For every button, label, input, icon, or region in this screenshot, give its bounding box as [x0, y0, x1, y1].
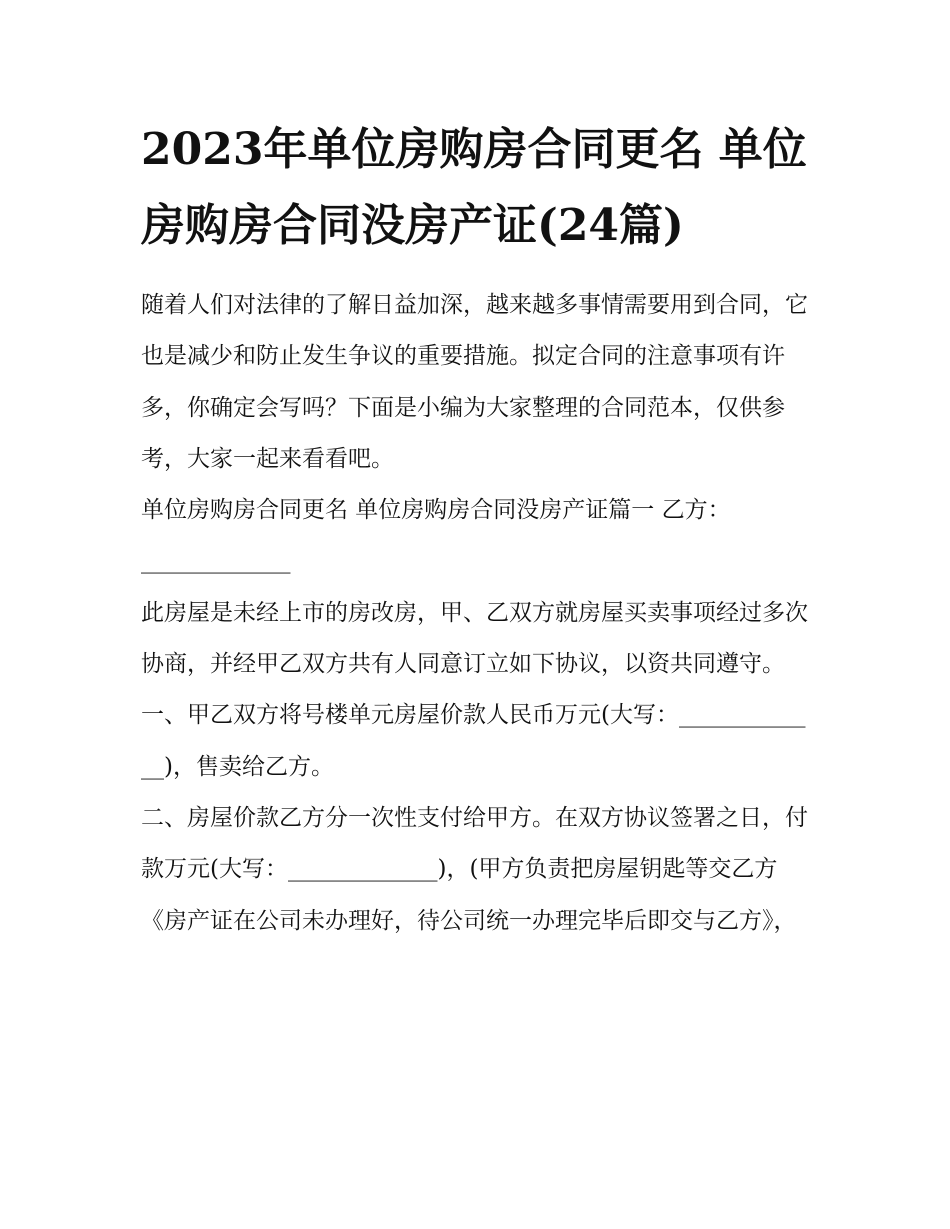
clause-two-paragraph: 二、房屋价款乙方分一次性支付给甲方。在双方协议签署之日，付款万元(大写：_____________)，(甲方负责把房屋钥匙等交乙方《房产证在公司未办理好，待公司统一办理完毕后即交与乙方》，	[141, 804, 808, 934]
document-page	[141, 112, 813, 947]
agreement-paragraph: 此房屋是未经上市的房改房，甲、乙双方就房屋买卖事项经过多次协商，并经甲乙双方共有人同意订立如下协议，以资共同遵守。	[141, 599, 808, 678]
blank-line-paragraph: _____________	[141, 548, 291, 575]
section-heading-paragraph: 单位房购房合同更名 单位房购房合同没房产证篇一 乙方：	[141, 497, 731, 524]
clause-one-paragraph: 一、甲乙双方将号楼单元房屋价款人民币万元(大写：_____________)，售卖给乙方。	[141, 702, 806, 780]
document-title: 2023年单位房购房合同更名 单位房购房合同没房产证(24篇)	[141, 124, 807, 251]
intro-paragraph: 随着人们对法律的了解日益加深，越来越多事情需要用到合同，它也是减少和防止发生争议的重要措施。拟定合同的注意事项有许多，你确定会写吗？下面是小编为大家整理的合同范本，仅供参考，大家一起来看看吧。	[141, 292, 808, 472]
document-body	[141, 280, 813, 947]
